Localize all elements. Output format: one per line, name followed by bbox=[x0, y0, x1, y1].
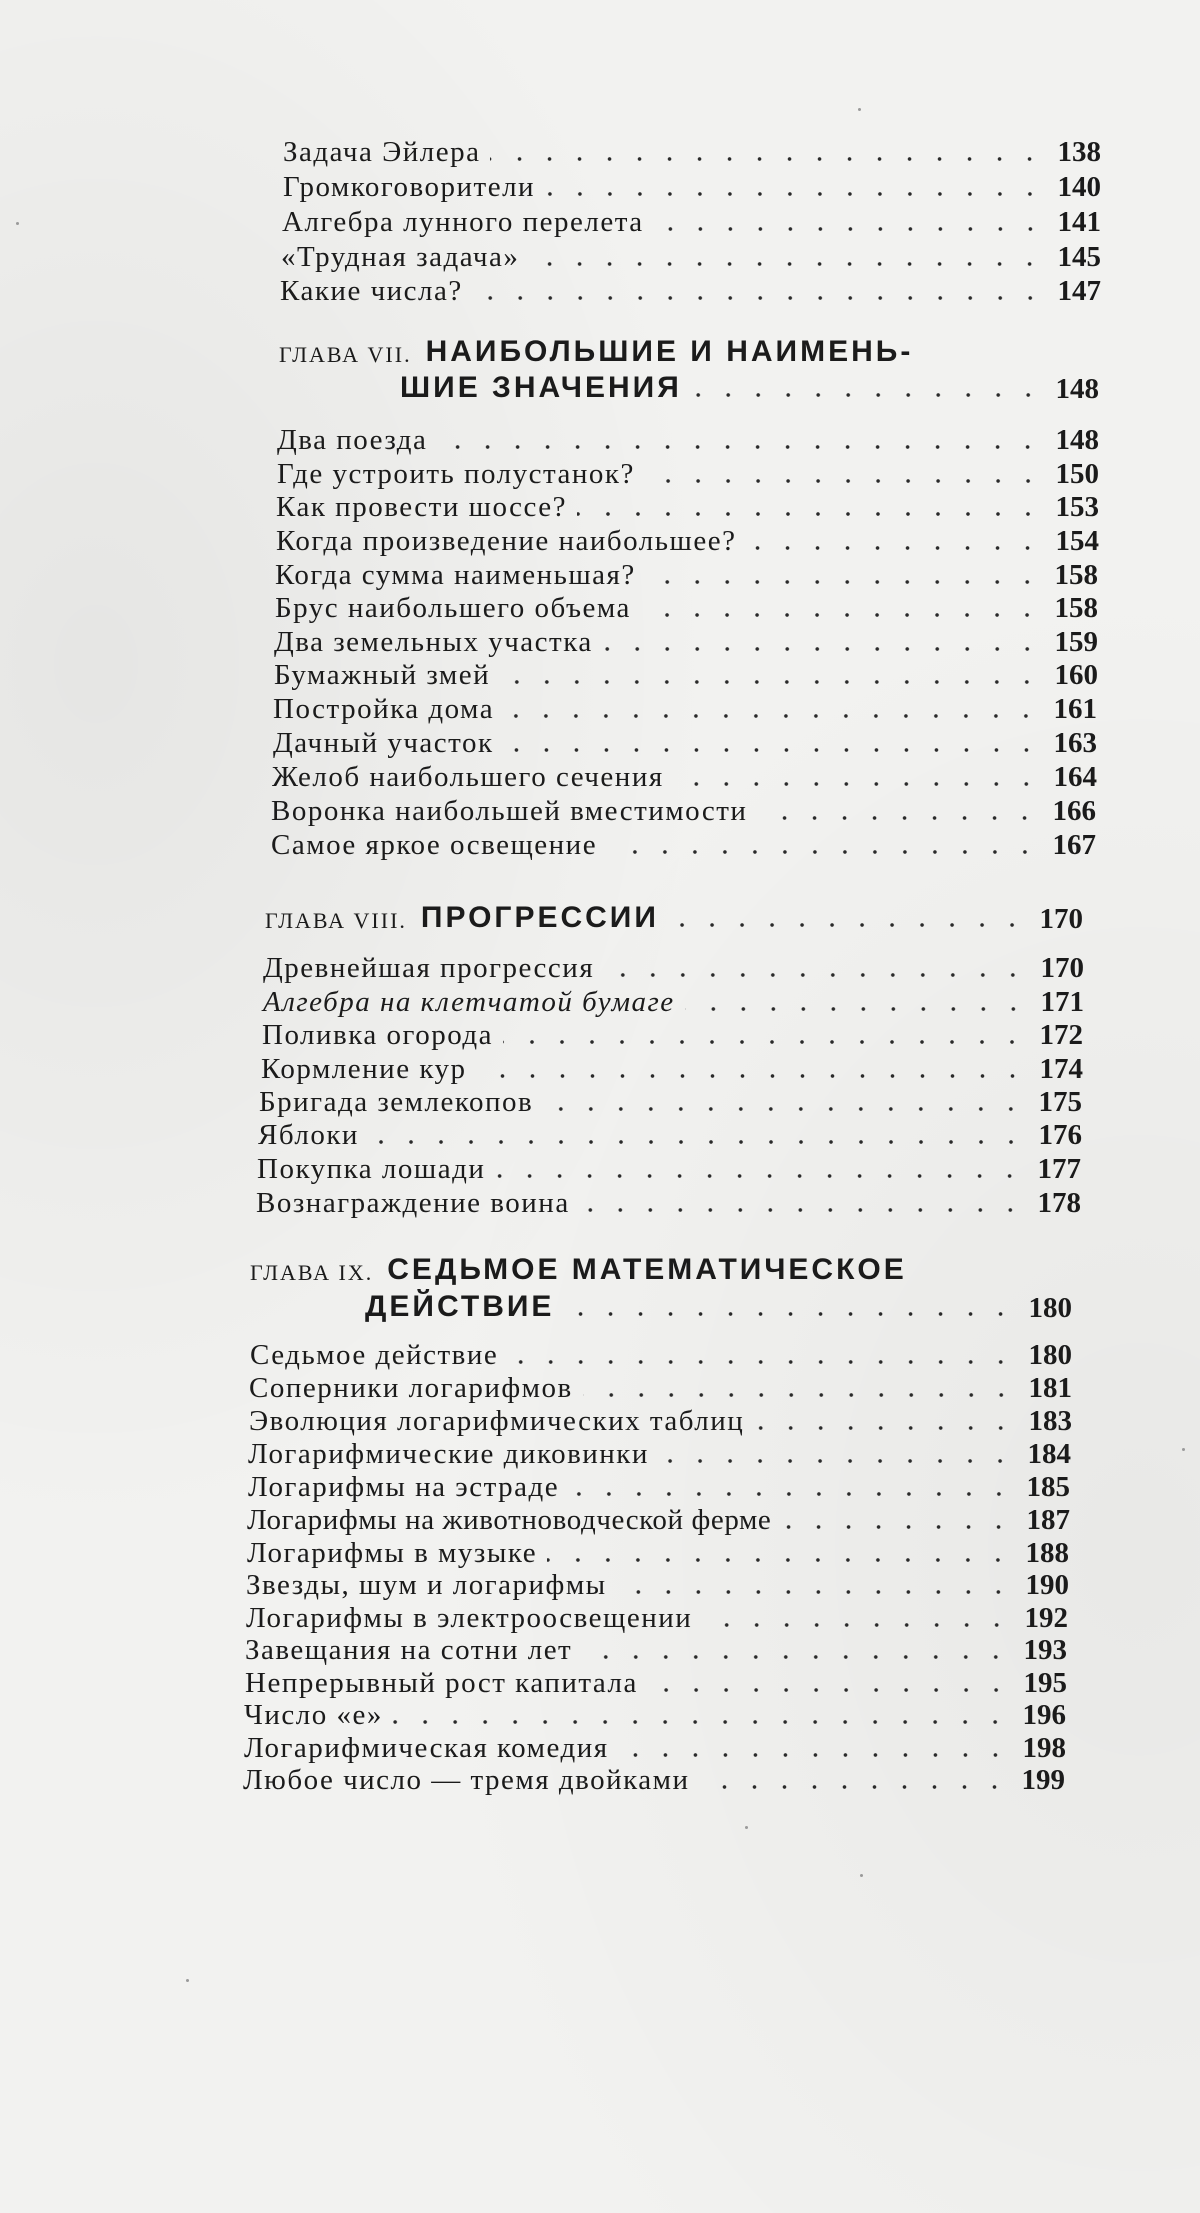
leader-dots bbox=[577, 511, 1043, 517]
leader-dots bbox=[696, 392, 1043, 398]
toc-entry bbox=[277, 457, 1099, 491]
toc-entry bbox=[261, 1052, 1083, 1086]
chapter-heading bbox=[250, 1248, 1010, 1288]
leader-dots bbox=[495, 1173, 1025, 1179]
toc-entry-title: Седьмое действие bbox=[250, 1339, 499, 1371]
toc-entry-page: 172 bbox=[1039, 1019, 1083, 1051]
toc-entry-page: 184 bbox=[1027, 1438, 1071, 1470]
chapter-heading-continued bbox=[400, 366, 1099, 406]
toc-entry-title: Алгебра на клетчатой бумаге bbox=[263, 986, 675, 1018]
toc-entry-page: 196 bbox=[1022, 1699, 1066, 1731]
toc-entry-title: Число «е» bbox=[244, 1699, 383, 1731]
toc-entry-title: Яблоки bbox=[258, 1119, 359, 1151]
toc-entry-title: Завещания на сотни лет bbox=[245, 1634, 573, 1666]
toc-entry-title: Покупка лошади bbox=[257, 1153, 486, 1185]
toc-entry-page: 171 bbox=[1040, 986, 1084, 1018]
toc-entry-page: 180 bbox=[1028, 1339, 1072, 1371]
toc-entry-title: Когда произведение наибольшее? bbox=[276, 525, 737, 557]
toc-entry bbox=[276, 490, 1099, 524]
toc-entry-title: Два земельных участка bbox=[274, 626, 593, 658]
toc-entry-title: Логарифмы на эстраде bbox=[248, 1471, 560, 1503]
leader-dots bbox=[746, 545, 1043, 551]
toc-entry-page: 141 bbox=[1057, 206, 1101, 238]
toc-entry-title: Эволюция логарифмических таблиц bbox=[249, 1405, 745, 1437]
leader-dots bbox=[659, 1458, 1015, 1464]
toc-entry-page: 193 bbox=[1023, 1634, 1067, 1666]
toc-entry bbox=[274, 658, 1098, 692]
toc-entry-title: Самое яркое освещение bbox=[271, 829, 598, 861]
toc-entry-page: 187 bbox=[1026, 1504, 1070, 1536]
leader-dots bbox=[508, 1359, 1016, 1365]
leader-dots bbox=[757, 815, 1040, 821]
toc-entry-title: Поливка огорода bbox=[262, 1019, 493, 1051]
toc-entry bbox=[262, 1018, 1083, 1052]
leader-dots bbox=[529, 261, 1045, 267]
toc-entry-title: Логарифмы на животноводческой ферме bbox=[247, 1504, 772, 1536]
toc-entry bbox=[263, 985, 1084, 1019]
toc-entry-page: 148 bbox=[1055, 424, 1099, 456]
leader-dots bbox=[582, 1654, 1011, 1660]
chapter-label: ГЛАВА VIII. bbox=[265, 908, 407, 933]
toc-entry-page: 164 bbox=[1053, 761, 1097, 793]
leader-dots bbox=[641, 612, 1042, 618]
toc-entry-page: 192 bbox=[1024, 1602, 1068, 1634]
toc-entry-title: Желоб наибольшего сечения bbox=[272, 761, 664, 793]
leader-dots bbox=[545, 191, 1045, 197]
leader-dots bbox=[702, 1622, 1012, 1628]
toc-entry-page: 175 bbox=[1038, 1086, 1082, 1118]
scan-speck bbox=[16, 222, 19, 225]
toc-entry bbox=[244, 1698, 1066, 1732]
toc-entry-page: 177 bbox=[1037, 1153, 1081, 1185]
toc-entry-page: 159 bbox=[1054, 626, 1098, 658]
leader-dots bbox=[619, 1752, 1010, 1758]
scan-speck bbox=[860, 1874, 863, 1877]
toc-entry bbox=[248, 1470, 1070, 1504]
leader-dots bbox=[580, 1207, 1025, 1213]
toc-entry-title: Постройка дома bbox=[273, 693, 495, 725]
toc-entry bbox=[274, 625, 1098, 659]
toc-entry-page: 174 bbox=[1039, 1053, 1083, 1085]
toc-entry-title: Логарифмы в музыке bbox=[247, 1537, 538, 1569]
leader-dots bbox=[504, 713, 1041, 719]
toc-entry bbox=[275, 591, 1098, 625]
toc-entry-page: 176 bbox=[1038, 1119, 1082, 1151]
toc-entry bbox=[271, 828, 1096, 862]
toc-entry-title: Вознаграждение воина bbox=[256, 1187, 570, 1219]
toc-entry-page: 190 bbox=[1025, 1569, 1069, 1601]
toc-entry-title: Логарифмические диковинки bbox=[248, 1438, 649, 1470]
toc-entry-page: 183 bbox=[1028, 1405, 1072, 1437]
toc-entry bbox=[247, 1536, 1069, 1570]
toc-entry bbox=[276, 524, 1099, 558]
leader-dots bbox=[437, 444, 1043, 450]
toc-entry-page: 140 bbox=[1057, 171, 1101, 203]
scan-speck bbox=[858, 108, 861, 111]
toc-entry bbox=[271, 794, 1096, 828]
toc-entry bbox=[273, 726, 1097, 760]
leader-dots bbox=[477, 1073, 1028, 1079]
toc-entry bbox=[281, 240, 1101, 274]
toc-entry-title: Как провести шоссе? bbox=[276, 491, 568, 523]
toc-entry-page: 195 bbox=[1023, 1667, 1067, 1699]
leader-dots bbox=[646, 579, 1042, 585]
leader-dots bbox=[547, 1557, 1013, 1563]
leader-dots bbox=[504, 747, 1041, 753]
toc-entry bbox=[245, 1666, 1067, 1700]
toc-entry-page: 161 bbox=[1053, 693, 1097, 725]
toc-entry bbox=[257, 1152, 1081, 1186]
toc-entry bbox=[283, 170, 1101, 204]
leader-dots bbox=[473, 295, 1045, 301]
leader-dots bbox=[607, 849, 1040, 855]
leader-dots bbox=[781, 1524, 1014, 1530]
leader-dots bbox=[604, 972, 1028, 978]
chapter-title-line2: ШИЕ ЗНАЧЕНИЯ bbox=[400, 371, 682, 404]
toc-entry bbox=[280, 274, 1101, 308]
toc-entry-title: Дачный участок bbox=[273, 727, 494, 759]
leader-dots bbox=[503, 1039, 1027, 1045]
toc-entry bbox=[258, 1118, 1082, 1152]
toc-entry bbox=[243, 1763, 1065, 1797]
toc-entry bbox=[272, 760, 1097, 794]
toc-entry bbox=[249, 1371, 1072, 1405]
toc-entry-page: 166 bbox=[1052, 795, 1096, 827]
toc-entry bbox=[245, 1633, 1067, 1667]
toc-entry bbox=[283, 135, 1101, 169]
chapter-title: СЕДЬМОЕ МАТЕМАТИЧЕСКОЕ bbox=[387, 1253, 907, 1286]
leader-dots bbox=[645, 478, 1043, 484]
toc-entry-title: «Трудная задача» bbox=[281, 241, 520, 273]
scan-speck bbox=[1182, 1448, 1185, 1451]
chapter-heading bbox=[279, 330, 1059, 370]
leader-dots bbox=[369, 1139, 1026, 1145]
toc-entry-title: Когда сумма наименьшая? bbox=[275, 559, 636, 591]
toc-entry-title: Соперники логарифмов bbox=[249, 1372, 573, 1404]
leader-dots bbox=[543, 1106, 1026, 1112]
toc-entry-title: Два поезда bbox=[277, 424, 428, 456]
toc-entry bbox=[259, 1085, 1082, 1119]
toc-entry-page: 158 bbox=[1054, 592, 1098, 624]
toc-entry bbox=[282, 205, 1101, 239]
leader-dots bbox=[617, 1589, 1013, 1595]
toc-entry-title: Непрерывный рост капитала bbox=[245, 1667, 638, 1699]
chapter-heading bbox=[265, 896, 1083, 936]
toc-entry-page: 178 bbox=[1037, 1187, 1081, 1219]
toc-entry-title: Звезды, шум и логарифмы bbox=[246, 1569, 607, 1601]
toc-entry bbox=[244, 1731, 1066, 1765]
toc-entry-page: 150 bbox=[1055, 458, 1099, 490]
leader-dots bbox=[568, 1311, 1016, 1317]
toc-entry bbox=[246, 1568, 1069, 1602]
toc-entry-title: Брус наибольшего объема bbox=[275, 592, 631, 624]
toc-entry-page: 170 bbox=[1040, 952, 1084, 984]
toc-entry-title: Задача Эйлера bbox=[283, 136, 481, 168]
toc-entry-title: Любое число — тремя двойками bbox=[243, 1764, 690, 1796]
leader-dots bbox=[700, 1784, 1009, 1790]
chapter-page: 148 bbox=[1055, 373, 1099, 405]
chapter-page: 170 bbox=[1039, 903, 1083, 935]
chapter-title: НАИБОЛЬШИЕ И НАИМЕНЬ- bbox=[425, 335, 914, 368]
toc-entry-title: Какие числа? bbox=[280, 275, 463, 307]
chapter-label: ГЛАВА VII. bbox=[279, 342, 412, 367]
toc-entry bbox=[250, 1338, 1072, 1372]
toc-entry-page: 158 bbox=[1054, 559, 1098, 591]
toc-entry bbox=[247, 1503, 1070, 1537]
chapter-page: 180 bbox=[1028, 1292, 1072, 1324]
toc-entry-page: 185 bbox=[1026, 1471, 1070, 1503]
leader-dots bbox=[500, 679, 1042, 685]
toc-entry-page: 198 bbox=[1022, 1732, 1066, 1764]
toc-entry-title: Громкоговорители bbox=[283, 171, 536, 203]
toc-entry-page: 160 bbox=[1054, 659, 1098, 691]
chapter-title: ПРОГРЕССИИ bbox=[420, 901, 659, 934]
toc-entry-page: 181 bbox=[1028, 1372, 1072, 1404]
toc-entry-page: 163 bbox=[1053, 727, 1097, 759]
leader-dots bbox=[648, 1687, 1011, 1693]
toc-entry-page: 153 bbox=[1055, 491, 1099, 523]
toc-entry-title: Бумажный змей bbox=[274, 659, 491, 691]
leader-dots bbox=[393, 1719, 1010, 1725]
toc-entry-title: Бригада землекопов bbox=[259, 1086, 534, 1118]
leader-dots bbox=[654, 226, 1045, 232]
chapter-heading-continued bbox=[365, 1285, 1072, 1325]
toc-entry-title: Воронка наибольшей вместимости bbox=[271, 795, 748, 827]
toc-entry-page: 145 bbox=[1057, 241, 1101, 273]
toc-entry-title: Алгебра лунного перелета bbox=[282, 206, 644, 238]
chapter-title-line2: ДЕЙСТВИЕ bbox=[365, 1290, 555, 1323]
toc-entry bbox=[273, 692, 1097, 726]
leader-dots bbox=[490, 156, 1045, 162]
scan-speck bbox=[186, 1979, 189, 1982]
toc-entry bbox=[249, 1404, 1072, 1438]
leader-dots bbox=[754, 1425, 1016, 1431]
toc-entry-page: 147 bbox=[1057, 275, 1101, 307]
toc-entry bbox=[248, 1437, 1071, 1471]
toc-entry-title: Кормление кур bbox=[261, 1053, 467, 1085]
toc-entry-page: 188 bbox=[1025, 1537, 1069, 1569]
leader-dots bbox=[685, 1006, 1028, 1012]
toc-entry bbox=[256, 1186, 1081, 1220]
toc-entry-page: 138 bbox=[1057, 136, 1101, 168]
toc-entry-title: Где устроить полустанок? bbox=[277, 458, 635, 490]
leader-dots bbox=[673, 922, 1027, 928]
toc-entry bbox=[275, 558, 1098, 592]
toc-entry bbox=[277, 423, 1099, 457]
toc-entry-page: 154 bbox=[1055, 525, 1099, 557]
toc-entry-title: Древнейшая прогрессия bbox=[263, 952, 595, 984]
toc-entry-page: 167 bbox=[1052, 829, 1096, 861]
chapter-label: ГЛАВА IX. bbox=[250, 1260, 374, 1285]
toc-entry bbox=[263, 951, 1084, 985]
leader-dots bbox=[603, 646, 1042, 652]
toc-entry-title: Логарифмы в электроосвещении bbox=[246, 1602, 693, 1634]
toc-entry-title: Логарифмическая комедия bbox=[244, 1732, 609, 1764]
leader-dots bbox=[583, 1392, 1016, 1398]
leader-dots bbox=[674, 781, 1041, 787]
leader-dots bbox=[569, 1491, 1014, 1497]
toc-entry bbox=[246, 1601, 1068, 1635]
toc-entry-page: 199 bbox=[1021, 1764, 1065, 1796]
scan-speck bbox=[745, 1826, 748, 1829]
